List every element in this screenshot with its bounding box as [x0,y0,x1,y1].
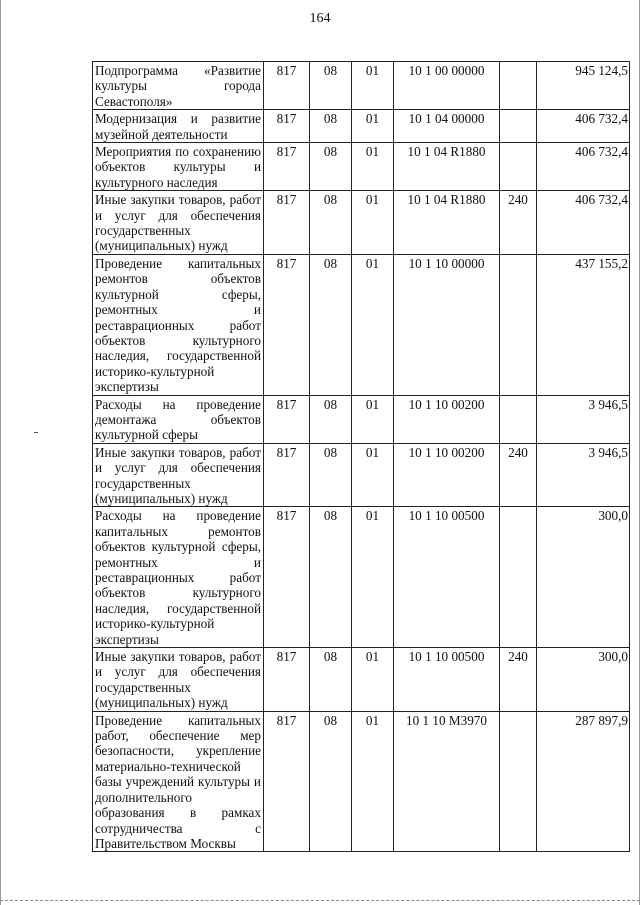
cell-vr [500,254,537,395]
cell-name: Иные закупки товаров, работ и услуг для обеспечения государственных (муниципальных) нужд [93,443,264,507]
budget-table [92,61,630,852]
cell-vr: 240 [500,648,537,712]
cell-name: Расходы на проведение капитальных ремонтов объектов культурной сферы, ремонтных и реставрационных работ объектов культурного наследия, государственной историко-культурной экспертизы [93,507,264,648]
cell-vr [500,395,537,443]
cell-csr: 10 1 10 00200 [394,395,500,443]
cell-podrazdel: 01 [352,62,394,110]
cell-podrazdel: 01 [352,648,394,712]
cell-razdel: 08 [310,443,352,507]
cell-csr: 10 1 10 00500 [394,507,500,648]
cell-vr [500,110,537,143]
cell-csr: 10 1 10 00500 [394,648,500,712]
cell-vr [500,143,537,191]
cell-amount: 945 124,5 [537,62,630,110]
cell-grbs: 817 [264,395,310,443]
cell-razdel: 08 [310,254,352,395]
cell-vr: 240 [500,191,537,255]
scan-mark [34,432,38,433]
cell-csr: 10 1 04 R1880 [394,143,500,191]
cell-name: Иные закупки товаров, работ и услуг для обеспечения государственных (муниципальных) нужд [93,648,264,712]
cell-name: Мероприятия по сохранению объектов культуры и культурного наследия [93,143,264,191]
cell-amount: 3 946,5 [537,443,630,507]
table-row [93,648,630,712]
scan-edge-left [0,0,1,905]
cell-amount: 406 732,4 [537,110,630,143]
cell-razdel: 08 [310,143,352,191]
table-row [93,110,630,143]
cell-podrazdel: 01 [352,191,394,255]
cell-razdel: 08 [310,711,352,852]
cell-razdel: 08 [310,648,352,712]
cell-razdel: 08 [310,507,352,648]
cell-grbs: 817 [264,254,310,395]
cell-csr: 10 1 04 R1880 [394,191,500,255]
cell-amount: 437 155,2 [537,254,630,395]
cell-vr [500,507,537,648]
cell-csr: 10 1 00 00000 [394,62,500,110]
cell-name: Модернизация и развитие музейной деятельности [93,110,264,143]
cell-razdel: 08 [310,110,352,143]
table-row [93,443,630,507]
cell-name: Проведение капитальных работ, обеспечение мер безопасности, укрепление материально-технической базы учреждений культуры и дополнительного образования в рамках сотрудничества с Правительством Москвы [93,711,264,852]
table-row [93,62,630,110]
cell-podrazdel: 01 [352,711,394,852]
cell-csr: 10 1 10 00000 [394,254,500,395]
cell-podrazdel: 01 [352,507,394,648]
cell-amount: 300,0 [537,648,630,712]
cell-razdel: 08 [310,191,352,255]
cell-razdel: 08 [310,62,352,110]
cell-podrazdel: 01 [352,254,394,395]
cell-grbs: 817 [264,711,310,852]
cell-amount: 300,0 [537,507,630,648]
cell-name: Подпрограмма «Развитие культуры города Севастополя» [93,62,264,110]
cell-podrazdel: 01 [352,443,394,507]
cell-podrazdel: 01 [352,110,394,143]
cell-podrazdel: 01 [352,395,394,443]
cell-grbs: 817 [264,191,310,255]
cell-amount: 406 732,4 [537,143,630,191]
cell-grbs: 817 [264,62,310,110]
cell-grbs: 817 [264,648,310,712]
cell-name: Иные закупки товаров, работ и услуг для обеспечения государственных (муниципальных) нужд [93,191,264,255]
cell-amount: 406 732,4 [537,191,630,255]
cell-vr: 240 [500,443,537,507]
table-row [93,395,630,443]
page-number: 164 [309,11,331,26]
table-body [93,62,630,852]
table-row [93,711,630,852]
table-row [93,507,630,648]
cell-amount: 287 897,9 [537,711,630,852]
scan-edge-bottom [0,900,640,901]
cell-vr [500,711,537,852]
cell-grbs: 817 [264,507,310,648]
cell-csr: 10 1 10 M3970 [394,711,500,852]
cell-grbs: 817 [264,143,310,191]
cell-name: Проведение капитальных ремонтов объектов культурной сферы, ремонтных и реставрационных работ объектов культурного наследия, государственной историко-культурной экспертизы [93,254,264,395]
cell-csr: 10 1 10 00200 [394,443,500,507]
cell-podrazdel: 01 [352,143,394,191]
cell-razdel: 08 [310,395,352,443]
cell-name: Расходы на проведение демонтажа объектов культурной сферы [93,395,264,443]
cell-amount: 3 946,5 [537,395,630,443]
table-row [93,191,630,255]
cell-grbs: 817 [264,443,310,507]
cell-vr [500,62,537,110]
table-row [93,254,630,395]
table-row [93,143,630,191]
cell-grbs: 817 [264,110,310,143]
cell-csr: 10 1 04 00000 [394,110,500,143]
